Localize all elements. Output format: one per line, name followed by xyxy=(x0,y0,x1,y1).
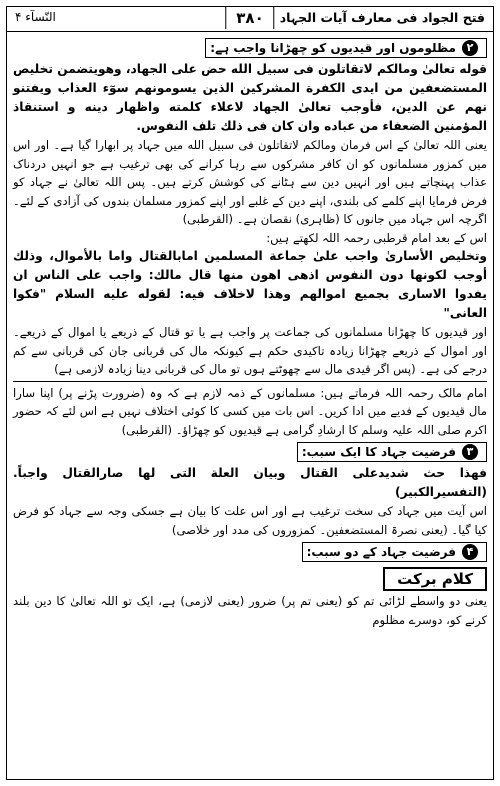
section-heading-3 xyxy=(297,442,487,462)
book-title: فتح الجواد فی معارف آیات الجہاد xyxy=(279,10,485,25)
kalam-barkat-box: کلام برکت xyxy=(383,567,487,591)
urdu-paragraph-2: اس کے بعد امام قرطبی رحمہ اللہ لکھتے ہیں: xyxy=(266,230,487,245)
arabic-paragraph-3: فهذا حث شديدعلی القتال وبيان العلة التی لها صارالقتال واجباً. (التفسيرالكبير) xyxy=(13,466,487,499)
arabic-paragraph-2: وتخليص الأسارىٰ واجب علىٰ جماعة المسلمين امابالقتال واما بالأموال، وذلك أوجب لكونها دون النفوس اذهی اهون منها قال مالك: واجب علی الناس ان يفدوا الاسارى بجميع اموالهم وهذا لاخلاف فيه: لقوله عليه السلام "فكوا العانی" xyxy=(13,249,487,320)
urdu-paragraph-6: یعنی دو واسطے لڑائی تم کو (یعنی تم پر) ضرور (یعنی لازمی) ہے، ایک تو اللہ تعالیٰ کا دین بلند کرنے کو، دوسرے مظلوم xyxy=(13,594,487,627)
urdu-paragraph-1: یعنی اللہ تعالیٰ کے اس فرمان ومالكم لاتقاتلون فی سبیل الله میں جہاد پر ابھارا گیا ہے۔ اور اس میں کمزور مسلمانوں کو ان کافر مشرکوں سے رہا کرانے کی بھی ترغیب ہے جو انہیں دردناک عذاب پہنچاتے ہیں اور انہیں دین سے ہٹانے کی کوشش کرتے ہیں۔ پس اللہ تعالیٰ نے جہاد کو فرض فرمایا اپنے کلمے کی بلندی، اپنے دین کے غلبے اور اپنے کمزور مسلمان بندوں کی آزادی کے لئے۔ اگرچہ اس جہاد میں جانوں کا (ظاہری) نقصان ہے۔ (القرطبی) xyxy=(13,138,487,226)
section-number-4: ۴ xyxy=(462,544,478,560)
urdu-paragraph-3: اور قیدیوں کا چھڑانا مسلمانوں کی جماعت پر واجب ہے یا تو قتال کے ذریعے یا اموال کے ذریعے۔ اور اموال کے ذریعے چھڑانا زیادہ تاکیدی حکم ہے کیونکہ مال کی قربانی جان کی قربانی سے کم درجے کی ہے۔ (پس اگر قیدی مال سے چھوٹتے ہوں تو مال کی قربانی دینا زیادہ لازمی ہے) xyxy=(13,325,487,376)
section-number-2: ۲ xyxy=(462,40,478,56)
section-title-2: مظلوموں اور قیدیوں کو چھڑانا واجب ہے: xyxy=(210,41,456,55)
section-title-4: فرضیت جہاد کے دو سبب: xyxy=(306,545,456,559)
section-heading-2 xyxy=(205,38,487,58)
page-number: ۳۸۰ xyxy=(225,7,274,29)
divider xyxy=(13,381,487,382)
page-header xyxy=(7,7,493,32)
section-number-3: ۳ xyxy=(462,444,478,460)
page-frame xyxy=(6,6,494,780)
page-content xyxy=(13,35,487,775)
urdu-paragraph-4: امام مالک رحمہ اللہ فرماتے ہیں: مسلمانوں کے ذمہ لازم ہے کہ وہ (ضرورت پڑنے پر) اپنا سارا مال قیدیوں کے فدیے میں ادا کریں۔ اس بات میں کسی کا کوئی اختلاف نہیں ہے اس لئے کہ حضور اکرم صلی اللہ علیہ وسلم کا ارشادِ گرامی ہے قیدیوں کو چھڑاؤ۔ (القرطبی) xyxy=(13,385,487,437)
section-title-3: فرضیت جہاد کا ایک سبب: xyxy=(301,445,456,459)
surah-label: النّسآء ۴ xyxy=(15,10,56,24)
section-heading-4 xyxy=(302,542,487,562)
urdu-paragraph-5: اس آیت میں جہاد کی سخت ترغیب ہے اور اس علت کا بیان ہے جسکی وجہ سے جہاد کو فرض کیا گیا۔ (یعنی نصرۃ المستضعفین۔ کمزوروں کی مدد اور خلاصی) xyxy=(13,504,487,537)
arabic-paragraph-1: قوله تعالیٰ ومالكم لاتقاتلون فی سبیل الله حض علی الجهاد، وهويتضمن تخليص المستضعفين من ايدی الكفرة المشركين الذين يسومونهم سوٓء العذاب ويفتنو نهم عن الدين، فأوجب تعالیٰ الجهاد لاعلاء كلمته واظهار دينه و استنقاذ المؤمنين الضعفاء من عباده وان كان فی ذلك تلف النفوس. xyxy=(13,62,487,133)
